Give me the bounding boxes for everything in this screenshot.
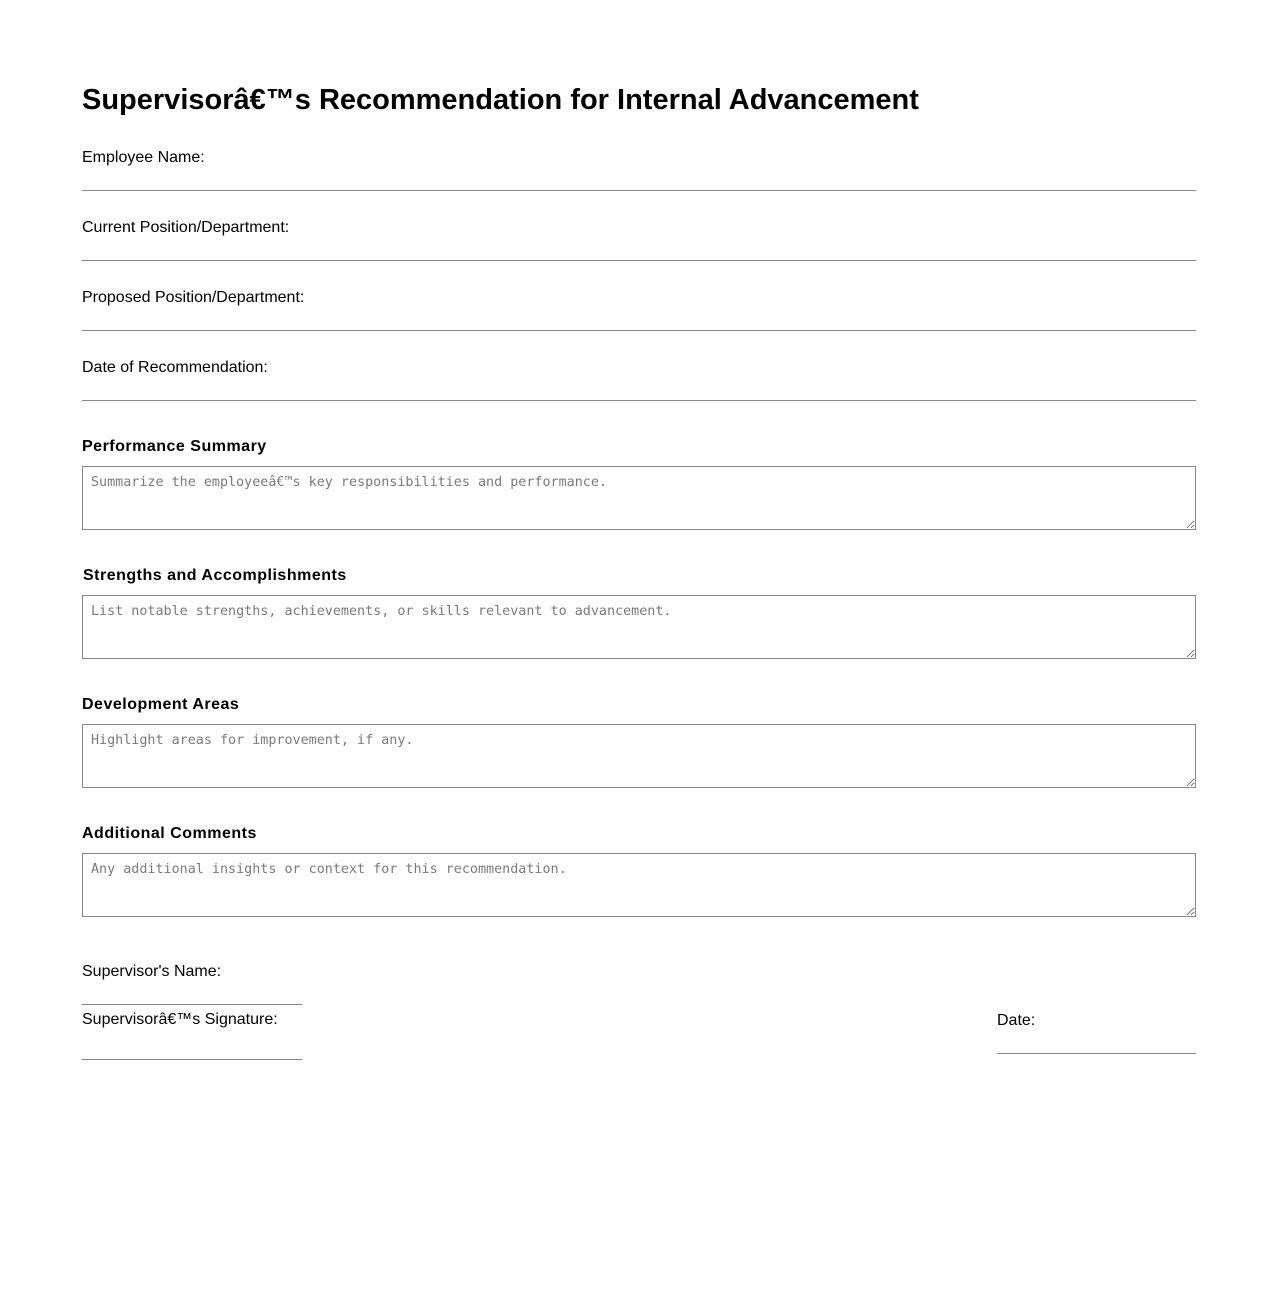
current-position-label: Current Position/Department: (82, 219, 290, 236)
strengths-heading: Strengths and Accomplishments (83, 567, 347, 584)
proposed-position-field (82, 289, 1196, 307)
performance-summary-textarea[interactable] (82, 466, 1196, 530)
employee-name-field (82, 149, 1196, 167)
strengths-textarea[interactable] (82, 595, 1196, 659)
page-title: Supervisorâ€™s Recommendation for Internal Advancement (82, 84, 919, 116)
development-areas-heading: Development Areas (82, 696, 240, 713)
signature-date-label: Date: (997, 1012, 1036, 1029)
current-position-input[interactable] (82, 231, 1196, 261)
development-areas-textarea[interactable] (82, 724, 1196, 788)
supervisor-name-label: Supervisor's Name: (82, 963, 222, 980)
employee-name-input[interactable] (82, 161, 1196, 191)
proposed-position-input[interactable] (82, 301, 1196, 331)
recommendation-date-label: Date of Recommendation: (82, 359, 268, 376)
employee-name-label: Employee Name: (82, 149, 205, 166)
proposed-position-label: Proposed Position/Department: (82, 289, 305, 306)
recommendation-date-input[interactable] (82, 371, 1196, 401)
supervisor-signature-label: Supervisorâ€™s Signature: (82, 1011, 278, 1028)
supervisor-signature-input[interactable] (82, 1036, 302, 1060)
additional-comments-heading: Additional Comments (82, 825, 257, 842)
recommendation-date-field (82, 359, 1196, 377)
additional-comments-textarea[interactable] (82, 853, 1196, 917)
supervisor-name-input[interactable] (82, 981, 302, 1005)
signature-date-input[interactable] (997, 1030, 1196, 1054)
current-position-field (82, 219, 1196, 237)
performance-summary-heading: Performance Summary (82, 438, 267, 455)
